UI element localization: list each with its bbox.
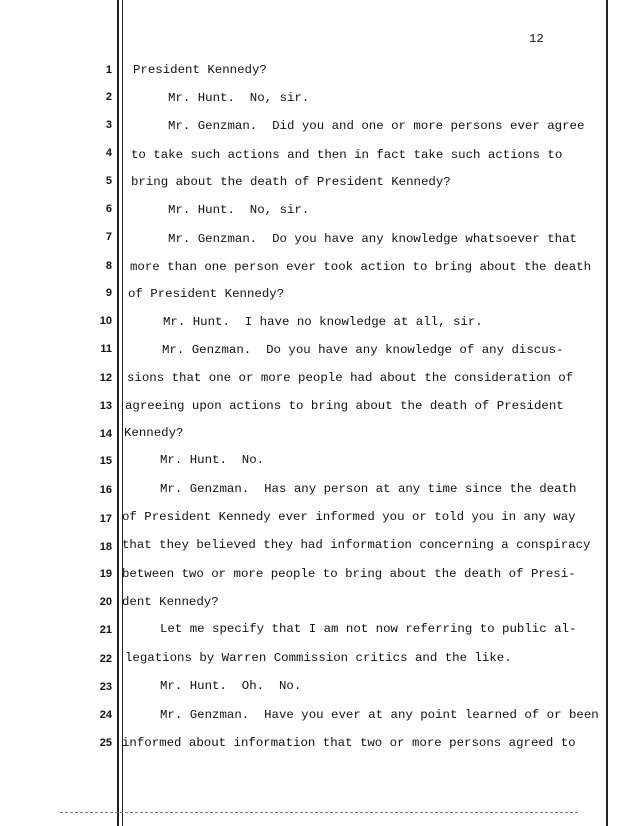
margin-rule-left-outer: [117, 0, 119, 826]
line-number: 1: [105, 64, 112, 76]
line-number: 3: [105, 119, 112, 131]
line-number: 15: [99, 455, 112, 467]
page-number: 12: [529, 32, 544, 46]
transcript-line: Mr. Genzman. Has any person at any time since the death: [160, 482, 577, 496]
transcript-line: Kennedy?: [124, 426, 184, 440]
line-number: 20: [99, 596, 112, 608]
transcript-line: Mr. Hunt. No.: [160, 453, 265, 467]
line-number: 14: [99, 428, 112, 440]
line-number: 5: [105, 175, 112, 187]
transcript-line: that they believed they had information concerning a conspiracy: [122, 538, 591, 552]
transcript-line: sions that one or more people had about the consideration of: [127, 371, 574, 385]
transcript-line: dent Kennedy?: [122, 595, 219, 609]
line-number: 8: [105, 260, 112, 272]
line-number: 23: [99, 681, 112, 693]
transcript-line: more than one person ever took action to bring about the death: [130, 260, 592, 274]
line-number: 17: [99, 513, 112, 525]
transcript-line: Let me specify that I am not now referring to public al-: [160, 622, 577, 636]
line-number: 22: [99, 653, 112, 665]
transcript-line: Mr. Hunt. No, sir.: [168, 203, 310, 217]
line-number: 24: [99, 709, 112, 721]
transcript-line: between two or more people to bring about the death of Presi-: [122, 567, 576, 581]
transcript-line: President Kennedy?: [133, 63, 267, 77]
line-number: 16: [99, 484, 112, 496]
transcript-line: of President Kennedy?: [128, 287, 285, 301]
line-number: 4: [105, 147, 112, 159]
line-number: 12: [99, 372, 112, 384]
transcript-line: to take such actions and then in fact take such actions to: [131, 148, 563, 162]
transcript-line: Mr. Genzman. Have you ever at any point learned of or been: [160, 708, 599, 722]
transcript-line: Mr. Genzman. Do you have any knowledge whatsoever that: [168, 232, 577, 246]
line-number: 10: [99, 315, 112, 327]
line-number: 25: [99, 737, 112, 749]
line-number: 7: [105, 231, 112, 243]
line-number: 9: [105, 287, 112, 299]
transcript-line: Mr. Hunt. I have no knowledge at all, sir.: [163, 315, 483, 329]
transcript-line: Mr. Genzman. Do you have any knowledge of any discus-: [162, 343, 564, 357]
transcript-line: legations by Warren Commission critics and the like.: [125, 651, 512, 665]
line-number: 13: [99, 400, 112, 412]
line-number: 21: [99, 624, 112, 636]
line-number: 19: [99, 568, 112, 580]
transcript-line: informed about information that two or more persons agreed to: [122, 736, 576, 750]
transcript-line: Mr. Genzman. Did you and one or more persons ever agree: [168, 119, 585, 133]
transcript-line: bring about the death of President Kennedy?: [131, 175, 451, 189]
bottom-edge: [60, 812, 578, 815]
transcript-line: of President Kennedy ever informed you or told you in any way: [122, 510, 576, 524]
line-number: 2: [105, 91, 112, 103]
line-number: 6: [105, 203, 112, 215]
transcript-line: Mr. Hunt. No, sir.: [168, 91, 310, 105]
transcript-line: agreeing upon actions to bring about the death of President: [125, 399, 564, 413]
transcript-line: Mr. Hunt. Oh. No.: [160, 679, 302, 693]
line-number: 18: [99, 541, 112, 553]
margin-rule-right: [606, 0, 608, 826]
margin-rule-left-inner: [122, 0, 123, 826]
line-number: 11: [100, 343, 112, 355]
